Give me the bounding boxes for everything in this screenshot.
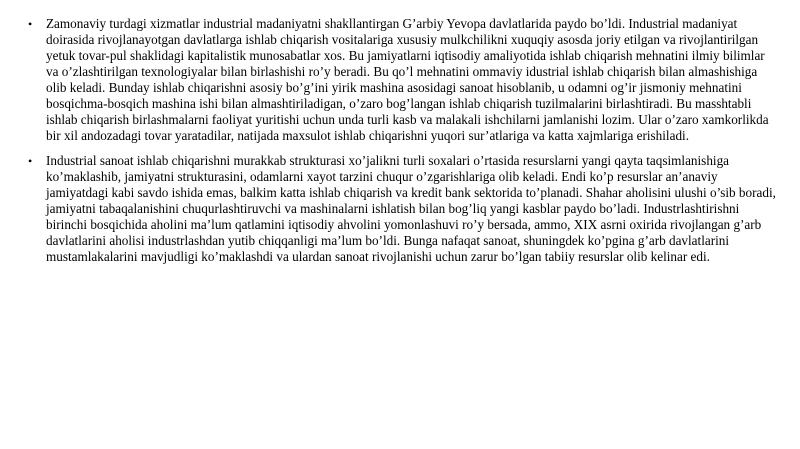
bullet-paragraph-1 <box>26 16 778 144</box>
bullet-paragraph-2 <box>26 153 778 265</box>
bullet-dot-icon: • <box>28 17 33 31</box>
bullet-dot-icon: • <box>28 154 33 168</box>
bullet-list <box>26 16 778 265</box>
paragraph-text-2: Industrial sanoat ishlab chiqarishni murakkab strukturasi xo’jalikni turli soxalari o’rtasida resurslarni yangi qayta taqsimlanishiga ko’maklashib, jamiyatni strukturasini, odamlarni xayot tarzini chuqur o’zgarishlariga olib keladi. Endi ko’p resurslar an’anaviy jamiyatdagi kabi savdo ishida emas, balkim katta ishlab chiqarish va kredit bank sektorida to’planadi. Shahar aholisini ulushi o’sib boradi, jamiyatni tabaqalanishini chuqurlashtiruvchi va mashinalarni ishlatish bilan bog’liq yangi kasblar paydo bo’ladi. Industrlashtirishni birinchi bosqichida aholini ma’lum qatlamini iqtisodiy ahvolini yomonlashuvi ro’y bersada, ammo, XIX asrni oxirida rivojlangan g’arb davlatlarini aholisi industrlashdan yutib chiqqanligi ma’lum bo’ldi. Bunga nafaqat sanoat, shuningdek ko’pgina g’arb davlatlarini mustamlakalarini mavjudligi ko’maklashdi va ulardan sanoat rivojlanishi uchun zarur bo’lgan tabiiy resurslar olib kelinar edi. <box>46 153 776 264</box>
paragraph-text-1: Zamonaviy turdagi xizmatlar industrial madaniyatni shakllantirgan G’arbiy Yevopa davlatlarida paydo bo’ldi. Industrial madaniyat doirasida rivojlanayotgan davlatlarga ishlab chiqarish vositalariga xususiy mulkchilikni xuquqiy asosda joriy etilgan va rivojlantirilgan yetuk tovar-pul shaklidagi kapitalistik munosabatlar xos. Bu jamiyatlarni iqtisodiy amaliyotida ishlab chiqarish mehnatini ilmiy bilimlar va o’zlashtirilgan texnologiyalar bilan birlashishi ro’y beradi. Bu qo’l mehnatini ommaviy idustrial ishlab chiqarish bilan almashishiga olib keladi. Bunday ishlab chiqarishni asosiy bo’g’ini yirik mashina asosidagi sanoat hisoblanib, u odamni og’ir jismoniy mehnatini bosqichma-bosqich mashina ishi bilan almashtiriladigan, o’zaro bog’langan ishlab chiqarish tuzilmalarini birlashtiradi. Bu masshtabli ishlab chiqarish birlashmalarni faoliyat yuritishi uchun unda turli kasb va malakali ishchilarni jamlanishi lozim. Ular o’zaro xamkorlikda bir xil andozadagi tovar yaratadilar, natijada maxsulot ishlab chiqarishni yuqori sur’atlariga va katta xajmlariga erishiladi. <box>46 16 769 143</box>
